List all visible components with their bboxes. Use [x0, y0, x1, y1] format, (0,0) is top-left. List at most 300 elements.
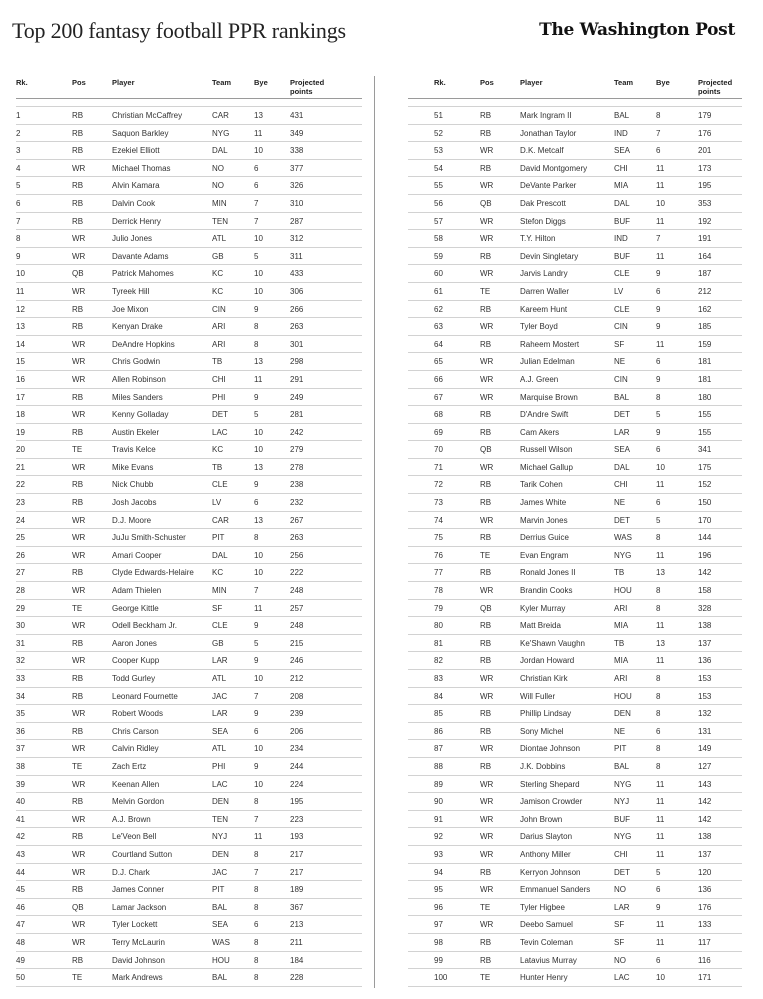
- player-cell: Tyler Higbee: [520, 902, 565, 912]
- position-cell: WR: [72, 867, 86, 877]
- player-cell: J.K. Dobbins: [520, 761, 566, 771]
- points-cell: 249: [290, 392, 304, 402]
- bye-cell: 11: [656, 621, 665, 631]
- table-row: [408, 600, 742, 618]
- table-row: [16, 864, 362, 882]
- table-row: [16, 177, 362, 195]
- team-cell: NYG: [212, 128, 230, 138]
- table-row: [408, 107, 742, 125]
- position-cell: WR: [72, 937, 86, 947]
- points-cell: 137: [698, 638, 712, 648]
- position-cell: RB: [480, 726, 492, 736]
- table-row: [16, 547, 362, 565]
- bye-cell: 8: [254, 955, 259, 965]
- position-cell: RB: [480, 304, 492, 314]
- team-cell: CLE: [614, 304, 630, 314]
- player-cell: Travis Kelce: [112, 445, 156, 455]
- rank-cell: 61: [434, 286, 443, 296]
- points-cell: 211: [290, 937, 303, 947]
- table-row: [408, 617, 742, 635]
- team-cell: DET: [614, 867, 630, 877]
- bye-cell: 11: [656, 163, 665, 173]
- bye-cell: 7: [656, 234, 661, 244]
- position-cell: WR: [480, 920, 494, 930]
- bye-cell: 6: [254, 920, 259, 930]
- player-cell: James Conner: [112, 885, 165, 895]
- player-cell: Jamison Crowder: [520, 797, 583, 807]
- points-cell: 175: [698, 462, 712, 472]
- points-cell: 206: [290, 726, 304, 736]
- points-cell: 184: [290, 955, 304, 965]
- player-cell: A.J. Brown: [112, 814, 151, 824]
- position-cell: RB: [480, 128, 492, 138]
- team-cell: SEA: [212, 920, 229, 930]
- header-player: Player: [112, 78, 135, 87]
- rank-cell: 84: [434, 691, 443, 701]
- bye-cell: 7: [254, 586, 259, 596]
- points-cell: 176: [698, 128, 712, 138]
- player-cell: Raheem Mostert: [520, 339, 580, 349]
- table-row: [16, 494, 362, 512]
- rank-cell: 5: [16, 181, 21, 191]
- rank-cell: 43: [16, 849, 25, 859]
- team-cell: GB: [212, 638, 224, 648]
- player-cell: Emmanuel Sanders: [520, 885, 591, 895]
- header-bye: Bye: [254, 78, 268, 87]
- table-row: [408, 230, 742, 248]
- team-cell: ARI: [614, 674, 628, 683]
- bye-cell: 11: [656, 797, 665, 807]
- team-cell: LAC: [614, 973, 630, 983]
- position-cell: WR: [480, 586, 494, 596]
- bye-cell: 13: [656, 568, 665, 578]
- table-row: [16, 776, 362, 794]
- player-cell: Miles Sanders: [112, 392, 163, 402]
- position-cell: RB: [480, 761, 492, 771]
- points-cell: 287: [290, 216, 304, 226]
- player-cell: Ke'Shawn Vaughn: [520, 638, 585, 648]
- rank-cell: 19: [16, 427, 25, 437]
- position-cell: WR: [480, 814, 494, 824]
- bye-cell: 9: [656, 322, 661, 332]
- rank-cell: 51: [434, 111, 443, 120]
- player-cell: Matt Breida: [520, 621, 561, 631]
- rank-cell: 48: [16, 937, 25, 947]
- rank-cell: 66: [434, 374, 443, 384]
- team-cell: TB: [614, 568, 625, 578]
- table-row: [16, 476, 362, 494]
- bye-cell: 6: [656, 498, 661, 508]
- team-cell: HOU: [212, 955, 230, 965]
- table-row: [408, 670, 742, 688]
- bye-cell: 13: [254, 111, 263, 120]
- bye-cell: 9: [656, 427, 661, 437]
- rank-cell: 71: [434, 462, 443, 472]
- points-cell: 377: [290, 163, 304, 173]
- rank-cell: 87: [434, 744, 443, 754]
- rank-cell: 45: [16, 885, 25, 895]
- rankings-table-right: [408, 76, 742, 987]
- table-row: [408, 512, 742, 530]
- table-row: [16, 881, 362, 899]
- rank-cell: 93: [434, 849, 443, 859]
- points-cell: 267: [290, 515, 304, 525]
- table-row: [16, 723, 362, 741]
- points-cell: 195: [698, 181, 712, 191]
- table-row: [16, 688, 362, 706]
- table-row: [408, 723, 742, 741]
- player-cell: Amari Cooper: [112, 550, 162, 560]
- points-cell: 142: [698, 797, 712, 807]
- position-cell: RB: [480, 427, 492, 437]
- bye-cell: 6: [656, 357, 661, 367]
- table-body: [408, 106, 742, 987]
- rank-cell: 34: [16, 691, 25, 701]
- points-cell: 238: [290, 480, 304, 490]
- rank-cell: 55: [434, 181, 443, 191]
- rank-cell: 33: [16, 674, 25, 683]
- points-cell: 131: [698, 726, 712, 736]
- position-cell: WR: [480, 797, 494, 807]
- table-row: [408, 248, 742, 266]
- player-cell: Kenyan Drake: [112, 322, 163, 332]
- rank-cell: 39: [16, 779, 25, 789]
- rank-cell: 4: [16, 163, 21, 173]
- position-cell: TE: [72, 445, 83, 455]
- player-cell: Michael Gallup: [520, 462, 573, 472]
- bye-cell: 11: [656, 181, 665, 191]
- bye-cell: 11: [656, 480, 665, 490]
- team-cell: GB: [212, 251, 224, 261]
- points-cell: 149: [698, 744, 712, 754]
- team-cell: NO: [212, 181, 224, 191]
- rank-cell: 80: [434, 621, 443, 631]
- points-cell: 215: [290, 638, 304, 648]
- position-cell: RB: [72, 427, 84, 437]
- bye-cell: 10: [254, 779, 263, 789]
- position-cell: WR: [480, 462, 494, 472]
- team-cell: BUF: [614, 251, 630, 261]
- points-cell: 431: [290, 111, 304, 120]
- player-cell: George Kittle: [112, 603, 159, 613]
- player-cell: Leonard Fournette: [112, 691, 178, 701]
- table-row: [408, 899, 742, 917]
- rank-cell: 60: [434, 269, 443, 279]
- player-cell: Zach Ertz: [112, 761, 147, 771]
- points-cell: 179: [698, 111, 712, 120]
- team-cell: DEN: [212, 849, 229, 859]
- team-cell: MIN: [212, 198, 227, 208]
- points-cell: 117: [698, 937, 711, 947]
- player-cell: Tevin Coleman: [520, 937, 573, 947]
- rank-cell: 17: [16, 392, 25, 402]
- rank-cell: 37: [16, 744, 25, 754]
- player-cell: Julio Jones: [112, 234, 153, 244]
- position-cell: RB: [480, 638, 492, 648]
- position-cell: WR: [480, 357, 494, 367]
- bye-cell: 10: [656, 462, 665, 472]
- table-row: [16, 248, 362, 266]
- table-row: [408, 476, 742, 494]
- team-cell: TB: [212, 462, 223, 472]
- position-cell: RB: [72, 322, 84, 332]
- position-cell: WR: [72, 163, 86, 173]
- bye-cell: 13: [656, 638, 665, 648]
- table-row: [16, 125, 362, 143]
- bye-cell: 11: [656, 814, 665, 824]
- table-row: [408, 934, 742, 952]
- position-cell: RB: [480, 339, 492, 349]
- position-cell: RB: [72, 111, 84, 120]
- team-cell: BAL: [212, 902, 228, 912]
- points-cell: 291: [290, 374, 304, 384]
- points-cell: 248: [290, 586, 304, 596]
- points-cell: 433: [290, 269, 304, 279]
- bye-cell: 11: [656, 339, 665, 349]
- team-cell: NYJ: [212, 832, 228, 842]
- points-cell: 312: [290, 234, 304, 244]
- team-cell: CIN: [212, 304, 226, 314]
- points-cell: 193: [290, 832, 304, 842]
- bye-cell: 9: [254, 392, 259, 402]
- player-cell: David Montgomery: [520, 163, 588, 173]
- rank-cell: 2: [16, 128, 21, 138]
- player-cell: Marquise Brown: [520, 392, 578, 402]
- team-cell: LAR: [614, 427, 630, 437]
- team-cell: SF: [614, 920, 625, 930]
- team-cell: BAL: [614, 392, 630, 402]
- table-row: [16, 564, 362, 582]
- bye-cell: 8: [254, 533, 259, 543]
- bye-cell: 5: [656, 515, 661, 525]
- points-cell: 212: [698, 286, 712, 296]
- team-cell: SF: [614, 937, 625, 947]
- position-cell: TE: [480, 902, 491, 912]
- position-cell: RB: [480, 251, 492, 261]
- position-cell: WR: [480, 234, 494, 244]
- team-cell: ARI: [212, 322, 226, 332]
- team-cell: CAR: [212, 515, 229, 525]
- table-row: [16, 670, 362, 688]
- bye-cell: 11: [254, 603, 263, 613]
- table-row: [16, 353, 362, 371]
- player-cell: D.J. Chark: [112, 867, 150, 877]
- points-cell: 191: [698, 234, 712, 244]
- bye-cell: 6: [254, 726, 259, 736]
- player-cell: Kenny Golladay: [112, 410, 169, 420]
- rank-cell: 100: [434, 973, 448, 983]
- position-cell: WR: [480, 515, 494, 525]
- table-row: [408, 389, 742, 407]
- table-row: [16, 916, 362, 934]
- points-cell: 185: [698, 322, 712, 332]
- player-cell: Jonathan Taylor: [520, 128, 577, 138]
- table-row: [408, 864, 742, 882]
- rank-cell: 28: [16, 586, 25, 596]
- position-cell: WR: [72, 779, 86, 789]
- table-row: [408, 705, 742, 723]
- points-cell: 144: [698, 533, 712, 543]
- header-team: Team: [614, 78, 634, 87]
- bye-cell: 7: [254, 216, 259, 226]
- player-cell: Chris Godwin: [112, 357, 161, 367]
- position-cell: RB: [72, 198, 84, 208]
- team-cell: NO: [614, 955, 626, 965]
- rank-cell: 77: [434, 568, 443, 578]
- rank-cell: 44: [16, 867, 25, 877]
- bye-cell: 11: [656, 779, 665, 789]
- player-cell: Latavius Murray: [520, 955, 577, 965]
- points-cell: 281: [290, 410, 304, 420]
- rank-cell: 7: [16, 216, 21, 226]
- position-cell: QB: [480, 198, 492, 208]
- header-points: Projected points: [698, 78, 733, 96]
- table-row: [16, 617, 362, 635]
- team-cell: ARI: [614, 603, 628, 613]
- bye-cell: 6: [656, 885, 661, 895]
- table-row: [408, 441, 742, 459]
- points-cell: 224: [290, 779, 304, 789]
- position-cell: RB: [72, 128, 84, 138]
- player-cell: Sterling Shepard: [520, 779, 580, 789]
- player-cell: David Johnson: [112, 955, 165, 965]
- player-cell: Diontae Johnson: [520, 744, 581, 754]
- rank-cell: 58: [434, 234, 443, 244]
- position-cell: WR: [480, 744, 494, 754]
- bye-cell: 8: [254, 797, 259, 807]
- player-cell: Dak Prescott: [520, 198, 566, 208]
- team-cell: LV: [212, 498, 222, 508]
- bye-cell: 7: [656, 128, 661, 138]
- table-row: [408, 529, 742, 547]
- team-cell: NE: [614, 498, 626, 508]
- player-cell: Mike Evans: [112, 462, 154, 472]
- position-cell: RB: [72, 674, 84, 683]
- table-row: [408, 758, 742, 776]
- player-cell: D.J. Moore: [112, 515, 152, 525]
- bye-cell: 9: [656, 269, 661, 279]
- points-cell: 239: [290, 709, 304, 719]
- bye-cell: 11: [254, 832, 263, 842]
- points-cell: 301: [290, 339, 304, 349]
- player-cell: Patrick Mahomes: [112, 269, 174, 279]
- points-cell: 353: [698, 198, 712, 208]
- position-cell: RB: [72, 832, 84, 842]
- table-row: [408, 547, 742, 565]
- bye-cell: 7: [254, 691, 259, 701]
- rank-cell: 99: [434, 955, 443, 965]
- team-cell: NE: [614, 357, 626, 367]
- position-cell: WR: [72, 920, 86, 930]
- position-cell: RB: [480, 498, 492, 508]
- player-cell: Odell Beckham Jr.: [112, 621, 177, 631]
- position-cell: TE: [72, 603, 83, 613]
- player-cell: Keenan Allen: [112, 779, 160, 789]
- player-cell: Kerryon Johnson: [520, 867, 581, 877]
- position-cell: WR: [72, 286, 86, 296]
- team-cell: DAL: [212, 146, 228, 156]
- position-cell: TE: [480, 286, 491, 296]
- rank-cell: 74: [434, 515, 443, 525]
- team-cell: CHI: [614, 480, 628, 490]
- header-player: Player: [520, 78, 543, 87]
- player-cell: Tyreek Hill: [112, 286, 150, 296]
- table-row: [408, 424, 742, 442]
- bye-cell: 8: [656, 691, 661, 701]
- position-cell: WR: [72, 621, 86, 631]
- team-cell: DAL: [614, 462, 630, 472]
- points-cell: 133: [698, 920, 712, 930]
- position-cell: WR: [72, 814, 86, 824]
- rank-cell: 73: [434, 498, 443, 508]
- team-cell: CLE: [212, 480, 228, 490]
- team-cell: CIN: [614, 374, 628, 384]
- points-cell: 223: [290, 814, 304, 824]
- player-cell: D.K. Metcalf: [520, 146, 564, 156]
- position-cell: WR: [72, 849, 86, 859]
- bye-cell: 7: [254, 198, 259, 208]
- bye-cell: 9: [254, 761, 259, 771]
- table-row: [16, 142, 362, 160]
- position-cell: RB: [480, 410, 492, 420]
- bye-cell: 5: [656, 867, 661, 877]
- rank-cell: 11: [16, 286, 25, 296]
- team-cell: SEA: [614, 146, 631, 156]
- table-row: [408, 177, 742, 195]
- player-cell: Lamar Jackson: [112, 902, 167, 912]
- points-cell: 196: [698, 550, 712, 560]
- rank-cell: 30: [16, 621, 25, 631]
- bye-cell: 11: [656, 832, 665, 842]
- team-cell: ARI: [212, 339, 226, 349]
- team-cell: IND: [614, 128, 628, 138]
- team-cell: LAR: [212, 656, 228, 666]
- table-row: [408, 494, 742, 512]
- team-cell: BAL: [614, 111, 630, 120]
- player-cell: John Brown: [520, 814, 563, 824]
- rank-cell: 76: [434, 550, 443, 560]
- header-rank: Rk.: [434, 78, 446, 87]
- bye-cell: 9: [254, 656, 259, 666]
- table-row: [16, 600, 362, 618]
- points-cell: 181: [698, 374, 712, 384]
- table-body: [16, 106, 362, 987]
- team-cell: CHI: [614, 163, 628, 173]
- points-cell: 171: [698, 973, 712, 983]
- points-cell: 242: [290, 427, 304, 437]
- player-cell: Dalvin Cook: [112, 198, 156, 208]
- position-cell: RB: [480, 621, 492, 631]
- team-cell: NYG: [614, 779, 632, 789]
- position-cell: TE: [72, 973, 83, 983]
- bye-cell: 8: [656, 761, 661, 771]
- table-row: [16, 793, 362, 811]
- team-cell: SEA: [614, 445, 631, 455]
- position-cell: WR: [72, 515, 86, 525]
- table-row: [16, 934, 362, 952]
- bye-cell: 8: [254, 322, 259, 332]
- position-cell: RB: [72, 498, 84, 508]
- player-cell: Terry McLaurin: [112, 937, 165, 947]
- player-cell: Cam Akers: [520, 427, 560, 437]
- points-cell: 150: [698, 498, 712, 508]
- player-cell: Devin Singletary: [520, 251, 579, 261]
- player-cell: Hunter Henry: [520, 973, 568, 983]
- rank-cell: 97: [434, 920, 443, 930]
- player-cell: Anthony Miller: [520, 849, 571, 859]
- bye-cell: 10: [254, 568, 263, 578]
- table-row: [16, 283, 362, 301]
